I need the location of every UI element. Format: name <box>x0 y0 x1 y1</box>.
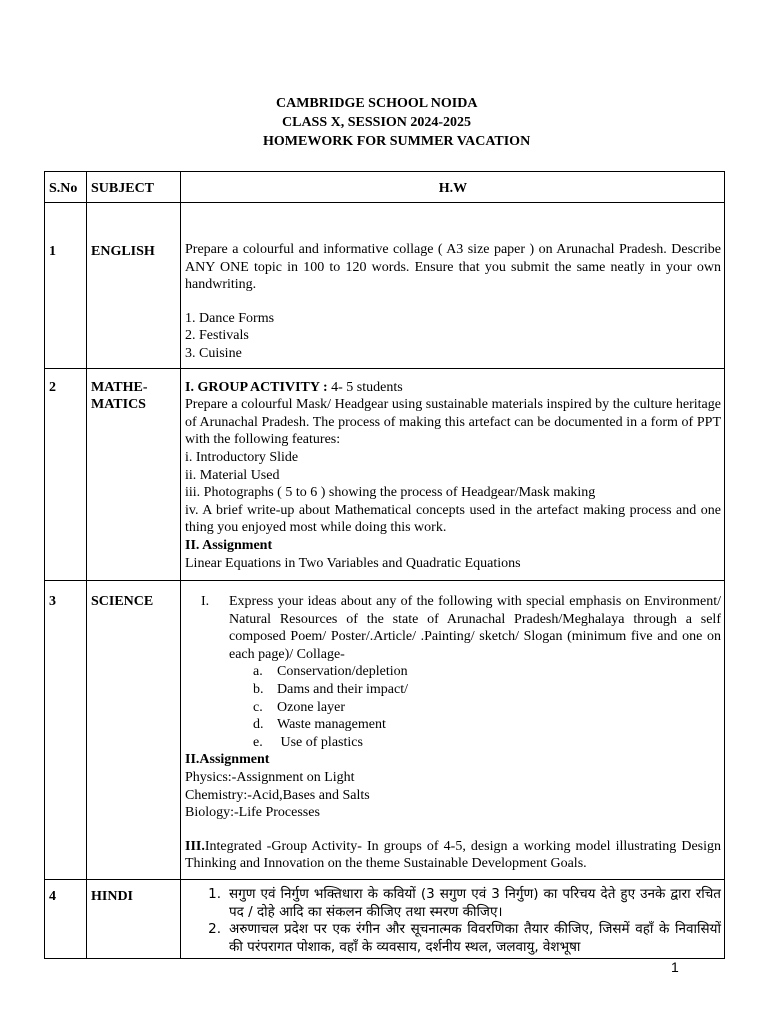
row-subject: HINDI <box>87 880 181 959</box>
row-homework <box>181 368 725 581</box>
row-homework <box>181 203 725 369</box>
maths-assignment-heading: II. Assignment <box>185 537 273 553</box>
table-row-hindi <box>45 880 725 959</box>
english-topic: 3. Cuisine <box>185 345 242 361</box>
row-sno: 1 <box>45 203 87 369</box>
maths-feature: iii. Photographs ( 5 to 6 ) showing the process of Headgear/Mask making <box>185 485 596 501</box>
list-item: a. Conservation/depletion <box>253 664 408 680</box>
science-topic-list <box>185 663 721 751</box>
maths-activity-text: Prepare a colourful Mask/ Headgear using sustainable materials inspired by the culture heritage of Arunachal Pradesh. The process of making this artefact can be documented in a form of PPT with the following features: <box>185 397 721 448</box>
table-row-maths <box>45 368 725 581</box>
table-row-science <box>45 581 725 880</box>
science-assignment-heading: II.Assignment <box>185 752 270 768</box>
science-activity: I. Express your ideas about any of the following with special emphasis on Environment/ Natural Resources of the state of Arunachal Pradesh/Meghalaya through a self composed Poem/ Poster/.Article/ .Painting/ sketch/ Slogan (minimum five and one on each page)/ Collage- <box>201 594 721 662</box>
page-number: 1 <box>671 959 679 975</box>
school-name: CAMBRIDGE SCHOOL NOIDA <box>276 96 478 111</box>
maths-feature: ii. Material Used <box>185 467 280 483</box>
english-topic: 2. Festivals <box>185 328 249 344</box>
maths-assignment-text: Linear Equations in Two Variables and Quadratic Equations <box>185 555 521 571</box>
row-homework <box>181 581 725 880</box>
row-subject: MATHE- MATICS <box>87 368 181 581</box>
homework-table <box>44 171 725 959</box>
science-chemistry: Chemistry:-Acid,Bases and Salts <box>185 787 370 803</box>
hindi-task: 2. अरुणाचल प्रदेश पर एक रंगीन और सूचनात्मक विवरणिका तैयार कीजिए, जिसमें वहाँ के निवासियों की परंपरागत पोशाक, वहाँ के व्यवसाय, दर्शनीय स्थल, जलवायु, वेशभूषा <box>208 921 721 955</box>
column-header-hw: H.W <box>181 172 725 203</box>
class-session: CLASS X, SESSION 2024-2025 <box>282 115 472 130</box>
table-row-english <box>45 203 725 369</box>
maths-activity-heading: I. GROUP ACTIVITY : 4- 5 students <box>185 379 403 395</box>
row-sno: 4 <box>45 880 87 959</box>
row-subject: SCIENCE <box>87 581 181 880</box>
list-item: e. Use of plastics <box>253 734 363 750</box>
row-homework <box>181 880 725 959</box>
table-header-row <box>45 172 725 203</box>
row-sno: 2 <box>45 368 87 581</box>
maths-feature: iv. A brief write-up about Mathematical concepts used in the artefact making process and one thing you enjoyed most while doing this work. <box>185 502 721 536</box>
document-header <box>0 94 768 151</box>
document-title: HOMEWORK FOR SUMMER VACATION <box>263 134 531 149</box>
english-topic: 1. Dance Forms <box>185 310 275 326</box>
list-item: d. Waste management <box>253 717 386 733</box>
hindi-task: 1. सगुण एवं निर्गुण भक्तिधारा के कवियों (3 सगुण एवं 3 निर्गुण) का परिचय देते हुए उनके द्वारा रचित पद / दोहे आदि का संकलन कीजिए तथा स्मरण कीजिए। <box>208 886 721 920</box>
english-instructions: Prepare a colourful and informative collage ( A3 size paper ) on Arunachal Pradesh. Describe ANY ONE topic in 100 to 120 words. Ensure that you submit the same neatly in your own handwriting. <box>185 242 721 293</box>
row-subject: ENGLISH <box>87 203 181 369</box>
science-physics: Physics:-Assignment on Light <box>185 770 355 786</box>
list-item: b. Dams and their impact/ <box>253 682 409 698</box>
maths-feature: i. Introductory Slide <box>185 449 299 465</box>
column-header-sno: S.No <box>45 172 87 203</box>
science-integrated-activity: III.Integrated -Group Activity- In groups of 4-5, design a working model illustrating Design Thinking and Innovation on the theme Sustainable Development Goals. <box>185 838 721 872</box>
column-header-subject: SUBJECT <box>87 172 181 203</box>
row-sno: 3 <box>45 581 87 880</box>
science-biology: Biology:-Life Processes <box>185 805 320 821</box>
list-item: c. Ozone layer <box>253 699 346 715</box>
